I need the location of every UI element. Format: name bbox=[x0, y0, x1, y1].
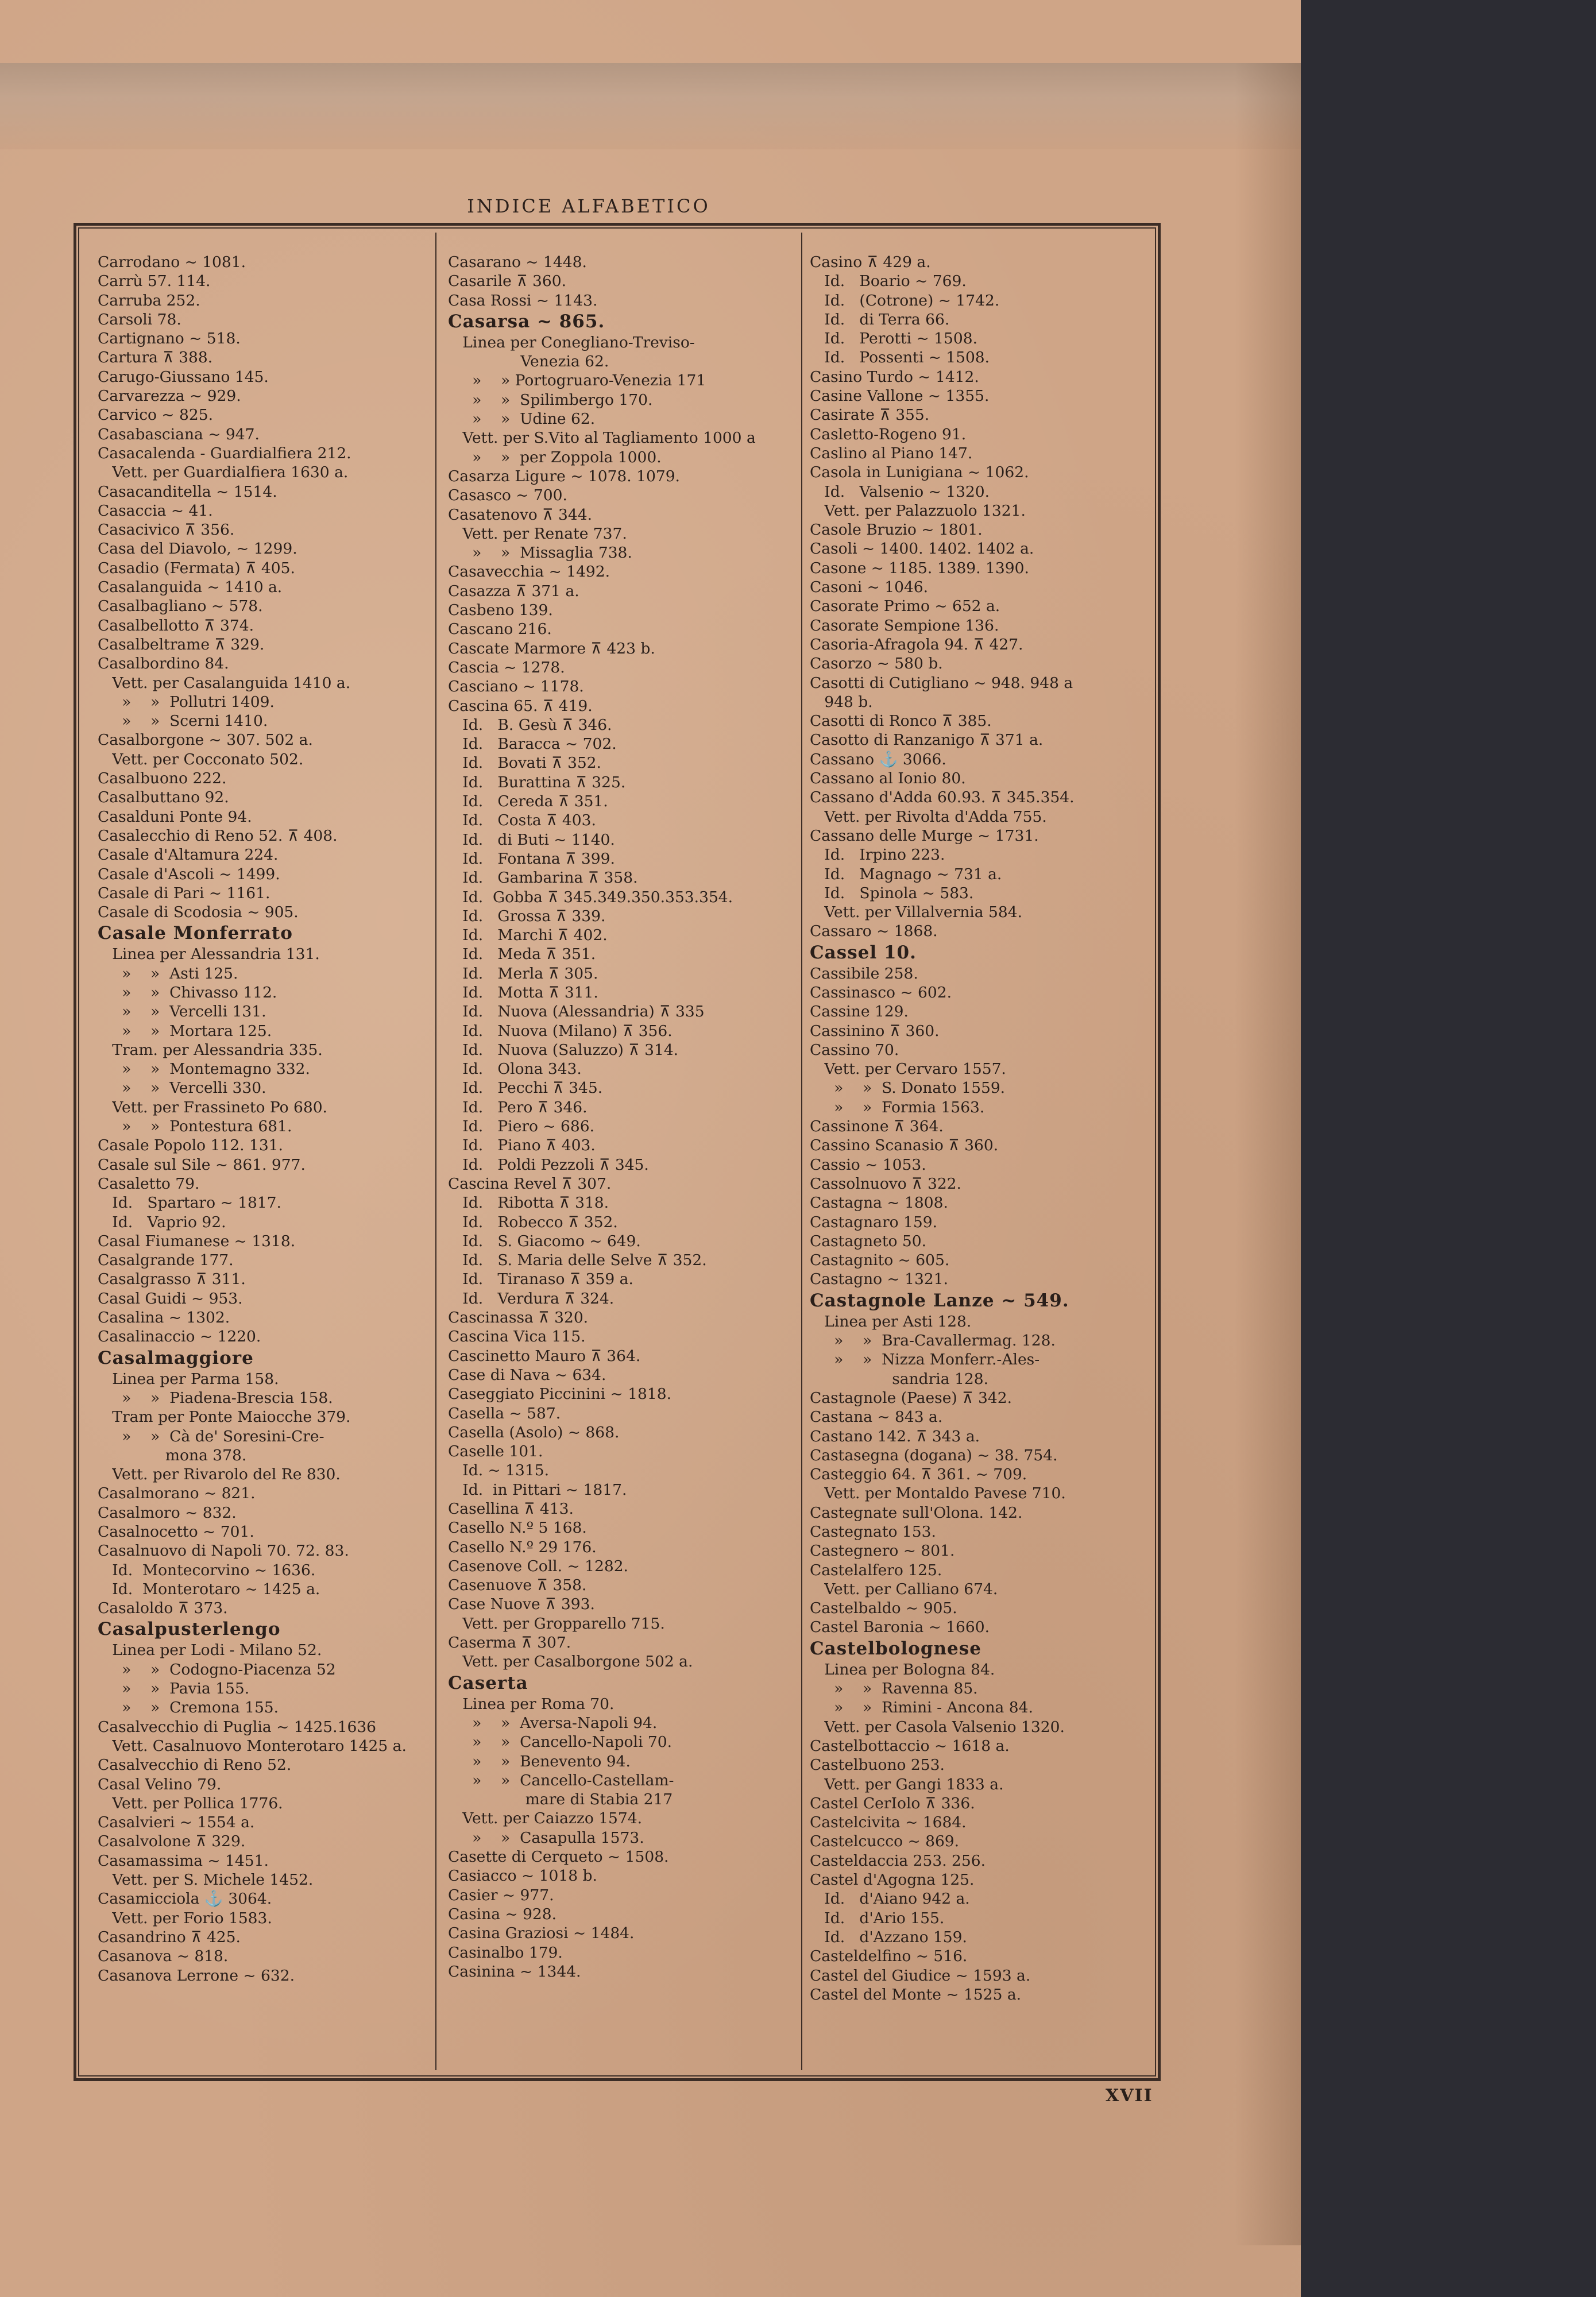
index-entry: » » Formia 1563. bbox=[810, 1098, 985, 1116]
index-entry: Casinina ~ 1344. bbox=[448, 1962, 581, 1981]
index-entry: Vett. per S.Vito al Tagliamento 1000 a bbox=[448, 429, 756, 447]
index-entry: Casoria-Afragola 94. ⊼ 427. bbox=[810, 635, 1023, 653]
page-header: INDICE ALFABETICO bbox=[467, 195, 710, 217]
page-number: XVII bbox=[1106, 2086, 1153, 2106]
index-entry: Casanova ~ 818. bbox=[98, 1947, 229, 1966]
index-entry: Casalanguida ~ 1410 a. bbox=[98, 578, 283, 597]
index-entry: Id. d'Aiano 942 a. bbox=[810, 1890, 970, 1908]
index-entry: Id. Fontana ⊼ 399. bbox=[448, 849, 615, 868]
index-entry: » » Pavia 155. bbox=[98, 1680, 250, 1698]
index-entry: Vett. per Villalvernia 584. bbox=[810, 903, 1023, 922]
index-entry: Casina ~ 928. bbox=[448, 1905, 557, 1923]
index-entry: Id. Tiranaso ⊼ 359 a. bbox=[448, 1270, 633, 1289]
index-entry: Cassaro ~ 1868. bbox=[810, 922, 938, 941]
index-entry: Casalbeltrame ⊼ 329. bbox=[98, 635, 265, 653]
index-entry: Casellina ⊼ 413. bbox=[448, 1500, 574, 1518]
index-entry: Castegnato 153. bbox=[810, 1523, 936, 1541]
index-entry: Cascina Vica 115. bbox=[448, 1328, 586, 1346]
index-entry: Cassano delle Murge ~ 1731. bbox=[810, 826, 1039, 845]
index-entry: » » Aversa-Napoli 94. bbox=[448, 1714, 658, 1732]
index-entry: Case di Nava ~ 634. bbox=[448, 1366, 606, 1384]
index-entry: Casino ⊼ 429 a. bbox=[810, 253, 931, 271]
index-entry: Id. d'Ario 155. bbox=[810, 1909, 945, 1927]
index-entry: Castagna ~ 1808. bbox=[810, 1194, 948, 1212]
index-entry: Id. S. Maria delle Selve ⊼ 352. bbox=[448, 1251, 707, 1270]
index-entry: Id. Pero ⊼ 346. bbox=[448, 1098, 588, 1116]
index-heading: Cassel 10. bbox=[810, 942, 917, 963]
index-entry: » » per Zoppola 1000. bbox=[448, 448, 662, 466]
index-entry: Casale Popolo 112. 131. bbox=[98, 1136, 283, 1155]
index-heading: Casarsa ~ 865. bbox=[448, 311, 605, 332]
index-entry: Casiacco ~ 1018 b. bbox=[448, 1867, 597, 1885]
index-entry: Cassano al Ionio 80. bbox=[810, 769, 966, 788]
index-entry: Caselle 101. bbox=[448, 1443, 543, 1461]
index-entry: Casello N.º 5 168. bbox=[448, 1519, 587, 1537]
index-entry: Castel del Monte ~ 1525 a. bbox=[810, 1985, 1022, 2004]
index-entry: Cartignano ~ 518. bbox=[98, 330, 241, 348]
index-entry: Linea per Roma 70. bbox=[448, 1695, 615, 1713]
index-entry: Castelbaldo ~ 905. bbox=[810, 1599, 957, 1618]
index-entry: Castel d'Agogna 125. bbox=[810, 1871, 975, 1889]
index-entry: Id. Burattina ⊼ 325. bbox=[448, 773, 626, 791]
index-entry: » » Vercelli 131. bbox=[98, 1003, 266, 1021]
index-entry: » » Cancello-Castellam- bbox=[448, 1771, 674, 1789]
index-entry: Cassino 70. bbox=[810, 1041, 899, 1059]
index-entry: Casalbuttano 92. bbox=[98, 788, 229, 807]
index-entry: Id. Olona 343. bbox=[448, 1060, 582, 1078]
index-entry: Cassio ~ 1053. bbox=[810, 1155, 926, 1174]
index-entry: mare di Stabia 217 bbox=[448, 1791, 673, 1809]
index-entry: Linea per Asti 128. bbox=[810, 1312, 972, 1331]
index-entry: Id. S. Giacomo ~ 649. bbox=[448, 1232, 641, 1250]
index-entry: Cascina 65. ⊼ 419. bbox=[448, 697, 593, 715]
index-entry: Casaccia ~ 41. bbox=[98, 501, 213, 520]
index-entry: » » Cancello-Napoli 70. bbox=[448, 1733, 673, 1751]
index-entry: Casone ~ 1185. 1389. 1390. bbox=[810, 559, 1029, 577]
index-entry: Id. Robecco ⊼ 352. bbox=[448, 1213, 618, 1231]
index-entry: Carvico ~ 825. bbox=[98, 406, 214, 424]
index-entry: Cassano d'Adda 60.93. ⊼ 345.354. bbox=[810, 788, 1075, 807]
index-entry: Casalmoro ~ 832. bbox=[98, 1503, 237, 1522]
index-entry: Casello N.º 29 176. bbox=[448, 1538, 597, 1556]
index-entry: Vett. per Palazzuolo 1321. bbox=[810, 501, 1026, 520]
index-entry: Casette di Cerqueto ~ 1508. bbox=[448, 1848, 669, 1866]
index-entry: » » Montemagno 332. bbox=[98, 1060, 310, 1078]
index-entry: Castegnero ~ 801. bbox=[810, 1542, 955, 1560]
index-entry: Id. Spartaro ~ 1817. bbox=[98, 1194, 281, 1212]
index-entry: Id. Valsenio ~ 1320. bbox=[810, 482, 990, 501]
index-entry: Linea per Conegliano-Treviso- bbox=[448, 333, 695, 351]
index-entry: Casinalbo 179. bbox=[448, 1943, 563, 1962]
index-entry: Vett. per Renate 737. bbox=[448, 524, 627, 543]
index-column-2 bbox=[448, 253, 804, 2067]
index-entry: Cassano ⚓ 3066. bbox=[810, 750, 946, 768]
index-entry: Casalnuovo di Napoli 70. 72. 83. bbox=[98, 1542, 349, 1560]
index-entry: Castel CerIolo ⊼ 336. bbox=[810, 1794, 975, 1812]
index-entry: Casalduni Ponte 94. bbox=[98, 807, 252, 826]
index-entry: Linea per Alessandria 131. bbox=[98, 945, 320, 964]
index-entry: Cassine 129. bbox=[810, 1003, 909, 1021]
index-entry: Castagnole (Paese) ⊼ 342. bbox=[810, 1389, 1013, 1407]
index-entry: Id. Monterotaro ~ 1425 a. bbox=[98, 1580, 320, 1598]
index-entry: Carugo-Giussano 145. bbox=[98, 368, 269, 386]
index-entry: » » Bra-Cavallermag. 128. bbox=[810, 1332, 1056, 1350]
index-entry: Cassino Scanasio ⊼ 360. bbox=[810, 1136, 999, 1155]
index-entry: Casteldelfino ~ 516. bbox=[810, 1947, 968, 1966]
index-entry: » » Portogruaro-Venezia 171 bbox=[448, 372, 706, 390]
index-entry: » » Casapulla 1573. bbox=[448, 1828, 644, 1847]
index-entry: Casletto-Rogeno 91. bbox=[810, 425, 967, 443]
index-entry: Cascia ~ 1278. bbox=[448, 658, 565, 676]
index-entry: Casirate ⊼ 355. bbox=[810, 406, 930, 424]
index-entry: Casasco ~ 700. bbox=[448, 486, 567, 505]
index-entry: Casorate Sempione 136. bbox=[810, 616, 999, 635]
index-entry: Vett. per Casola Valsenio 1320. bbox=[810, 1718, 1065, 1736]
index-entry: Vett. per Cocconato 502. bbox=[98, 750, 304, 768]
index-entry: Castelbuono 253. bbox=[810, 1756, 945, 1774]
index-entry: Casalnocetto ~ 701. bbox=[98, 1523, 254, 1541]
index-entry: Id. Spinola ~ 583. bbox=[810, 884, 974, 902]
index-entry: Id. di Buti ~ 1140. bbox=[448, 830, 615, 849]
index-entry: Casteldaccia 253. 256. bbox=[810, 1851, 986, 1870]
index-entry: Id. Vaprio 92. bbox=[98, 1213, 226, 1231]
index-entry: Casanova Lerrone ~ 632. bbox=[98, 1966, 295, 1985]
index-entry: Id. B. Gesù ⊼ 346. bbox=[448, 716, 612, 734]
index-entry: Casacivico ⊼ 356. bbox=[98, 521, 235, 539]
index-entry: Id. Merla ⊼ 305. bbox=[448, 964, 598, 983]
index-entry: Vett. per Gropparello 715. bbox=[448, 1614, 665, 1633]
index-entry: Castegnate sull'Olona. 142. bbox=[810, 1503, 1023, 1522]
index-entry: Vett. per Caiazzo 1574. bbox=[448, 1809, 643, 1828]
index-entry: Id. Verdura ⊼ 324. bbox=[448, 1289, 615, 1308]
index-entry: Casale sul Sile ~ 861. 977. bbox=[98, 1155, 306, 1174]
index-entry: Casciano ~ 1178. bbox=[448, 678, 584, 696]
index-entry: » » Ravenna 85. bbox=[810, 1680, 978, 1698]
index-entry: Casalmorano ~ 821. bbox=[98, 1484, 256, 1503]
index-entry: Casella ~ 587. bbox=[448, 1404, 561, 1422]
index-entry: » » Mortara 125. bbox=[98, 1022, 272, 1040]
index-entry: Id. Boario ~ 769. bbox=[810, 272, 967, 291]
index-entry: Castano 142. ⊼ 343 a. bbox=[810, 1427, 980, 1445]
index-entry: Id. Cereda ⊼ 351. bbox=[448, 792, 608, 811]
index-entry: Vett. Casalnuovo Monterotaro 1425 a. bbox=[98, 1737, 407, 1755]
index-entry: Casadio (Fermata) ⊼ 405. bbox=[98, 559, 295, 577]
index-entry: Casenove Coll. ~ 1282. bbox=[448, 1557, 628, 1575]
index-entry: » » Missaglia 738. bbox=[448, 544, 632, 562]
index-entry: 948 b. bbox=[810, 693, 873, 711]
index-entry: Linea per Parma 158. bbox=[98, 1370, 279, 1388]
index-entry: Id. Nuova (Milano) ⊼ 356. bbox=[448, 1022, 673, 1040]
index-entry: Casier ~ 977. bbox=[448, 1886, 554, 1904]
index-entry: Cassinino ⊼ 360. bbox=[810, 1022, 940, 1040]
index-heading: Casale Monferrato bbox=[98, 923, 293, 944]
index-entry: Casalbagliano ~ 578. bbox=[98, 597, 263, 616]
index-entry: » » Asti 125. bbox=[98, 964, 238, 983]
index-entry: » » Vercelli 330. bbox=[98, 1079, 266, 1097]
index-entry: Venezia 62. bbox=[448, 353, 609, 371]
index-entry: Id. Ribotta ⊼ 318. bbox=[448, 1194, 609, 1212]
index-entry: Id. di Terra 66. bbox=[810, 310, 950, 328]
index-entry: Vett. per S. Michele 1452. bbox=[98, 1871, 314, 1889]
index-heading: Caserta bbox=[448, 1672, 528, 1693]
index-heading: Castelbolognese bbox=[810, 1638, 981, 1659]
index-entry: Casorzo ~ 580 b. bbox=[810, 655, 943, 673]
index-heading: Castagnole Lanze ~ 549. bbox=[810, 1290, 1069, 1311]
index-entry: Castel Baronia ~ 1660. bbox=[810, 1618, 990, 1637]
index-entry: Casale di Pari ~ 1161. bbox=[98, 884, 270, 902]
index-entry: Casenuove ⊼ 358. bbox=[448, 1576, 587, 1595]
index-entry: Casalvecchio di Puglia ~ 1425.1636 bbox=[98, 1718, 377, 1736]
index-entry: Id. (Cotrone) ~ 1742. bbox=[810, 291, 1000, 310]
index-entry: Id. Baracca ~ 702. bbox=[448, 735, 617, 753]
index-entry: Carvarezza ~ 929. bbox=[98, 387, 241, 405]
index-entry: Cassinone ⊼ 364. bbox=[810, 1117, 944, 1136]
index-entry: Casotti di Cutigliano ~ 948. 948 a bbox=[810, 674, 1073, 692]
index-entry: Casalbellotto ⊼ 374. bbox=[98, 616, 254, 635]
index-entry: Carrù 57. 114. bbox=[98, 272, 211, 291]
index-entry: » » Chivasso 112. bbox=[98, 983, 277, 1001]
index-entry: Casarile ⊼ 360. bbox=[448, 272, 567, 291]
index-entry: » » Pollutri 1409. bbox=[98, 693, 275, 711]
index-entry: Casalinaccio ~ 1220. bbox=[98, 1328, 261, 1346]
index-entry: Vett. per Frassineto Po 680. bbox=[98, 1098, 327, 1116]
index-entry: » » S. Donato 1559. bbox=[810, 1079, 1006, 1097]
index-entry: Castagno ~ 1321. bbox=[810, 1270, 949, 1289]
index-entry: Cartura ⊼ 388. bbox=[98, 349, 213, 367]
index-entry: Vett. per Guardialfiera 1630 a. bbox=[98, 463, 349, 482]
index-entry: Carrodano ~ 1081. bbox=[98, 253, 246, 271]
index-entry: Cassinasco ~ 602. bbox=[810, 983, 952, 1001]
index-entry: Casotti di Ronco ⊼ 385. bbox=[810, 712, 992, 730]
index-entry: Casamassima ~ 1451. bbox=[98, 1851, 269, 1870]
page-edge bbox=[0, 63, 1301, 149]
index-entry: » » Cremona 155. bbox=[98, 1699, 279, 1717]
index-entry: Castagnaro 159. bbox=[810, 1213, 938, 1231]
index-heading: Casalmaggiore bbox=[98, 1347, 254, 1368]
index-entry: Id. Piero ~ 686. bbox=[448, 1117, 595, 1136]
index-entry: Casatenovo ⊼ 344. bbox=[448, 505, 592, 524]
index-entry: Casbeno 139. bbox=[448, 601, 553, 620]
index-entry: Vett. per Pollica 1776. bbox=[98, 1794, 283, 1812]
index-entry: Caserma ⊼ 307. bbox=[448, 1634, 571, 1652]
index-entry: Casaloldo ⊼ 373. bbox=[98, 1599, 228, 1618]
index-entry: Casal Guidi ~ 953. bbox=[98, 1289, 243, 1308]
index-entry: Cascano 216. bbox=[448, 620, 552, 639]
index-entry: Castelcucco ~ 869. bbox=[810, 1832, 960, 1851]
index-entry: » » Cà de' Soresini-Cre- bbox=[98, 1427, 324, 1445]
index-entry: Casabasciana ~ 947. bbox=[98, 425, 260, 443]
index-entry: Id. Meda ⊼ 351. bbox=[448, 945, 596, 964]
index-entry: Casalbordino 84. bbox=[98, 655, 229, 673]
index-entry: Vett. per Casalborgone 502 a. bbox=[448, 1653, 693, 1671]
index-entry: Id. Possenti ~ 1508. bbox=[810, 349, 990, 367]
index-entry: Cascinetto Mauro ⊼ 364. bbox=[448, 1347, 641, 1365]
index-entry: Id. Bovati ⊼ 352. bbox=[448, 754, 601, 772]
index-entry: Casaletto 79. bbox=[98, 1174, 200, 1193]
index-entry: Id. d'Azzano 159. bbox=[810, 1928, 967, 1946]
index-entry: Casavecchia ~ 1492. bbox=[448, 563, 610, 581]
index-entry: Casola in Lunigiana ~ 1062. bbox=[810, 463, 1029, 482]
index-entry: Id. Irpino 223. bbox=[810, 846, 945, 864]
index-entry: Casal Fiumanese ~ 1318. bbox=[98, 1232, 296, 1250]
index-entry: Id. Montecorvino ~ 1636. bbox=[98, 1561, 316, 1579]
index-entry: Casorate Primo ~ 652 a. bbox=[810, 597, 1000, 616]
index-entry: Id. Nuova (Saluzzo) ⊼ 314. bbox=[448, 1041, 679, 1059]
index-entry: Cascina Revel ⊼ 307. bbox=[448, 1174, 612, 1193]
index-entry: Casalvieri ~ 1554 a. bbox=[98, 1813, 255, 1832]
index-entry: Caseggiato Piccinini ~ 1818. bbox=[448, 1385, 672, 1403]
index-entry: Linea per Bologna 84. bbox=[810, 1660, 995, 1679]
index-entry: Id. Perotti ~ 1508. bbox=[810, 330, 978, 348]
index-entry: Castasegna (dogana) ~ 38. 754. bbox=[810, 1446, 1058, 1464]
index-entry: Casazza ⊼ 371 a. bbox=[448, 582, 579, 600]
index-entry: Id. Costa ⊼ 403. bbox=[448, 811, 596, 830]
index-entry: Case Nuove ⊼ 393. bbox=[448, 1595, 595, 1614]
index-entry: Casine Vallone ~ 1355. bbox=[810, 387, 990, 405]
column-separator bbox=[435, 233, 436, 2070]
index-entry: Casalbuono 222. bbox=[98, 769, 227, 788]
index-entry: Castagneto 50. bbox=[810, 1232, 927, 1250]
index-entry: Caslino al Piano 147. bbox=[810, 444, 973, 462]
index-entry: Tram per Ponte Maiocche 379. bbox=[98, 1408, 351, 1426]
index-column-3 bbox=[810, 253, 1154, 2067]
index-entry: sandria 128. bbox=[810, 1370, 988, 1388]
index-entry: Cascinassa ⊼ 320. bbox=[448, 1309, 589, 1327]
index-entry: Casamicciola ⚓ 3064. bbox=[98, 1890, 272, 1908]
index-entry: » » Spilimbergo 170. bbox=[448, 390, 653, 409]
index-entry: Vett. per Rivarolo del Re 830. bbox=[98, 1465, 341, 1484]
index-entry: » » Pontestura 681. bbox=[98, 1117, 292, 1136]
index-entry: mona 378. bbox=[98, 1446, 247, 1464]
index-entry: Casalecchio di Reno 52. ⊼ 408. bbox=[98, 826, 338, 845]
index-entry: Casarano ~ 1448. bbox=[448, 253, 587, 271]
index-entry: Id. ~ 1315. bbox=[448, 1461, 550, 1480]
index-entry: Vett. per Forio 1583. bbox=[98, 1909, 272, 1927]
index-entry: Carruba 252. bbox=[98, 291, 200, 310]
index-entry: Casalvolone ⊼ 329. bbox=[98, 1832, 246, 1851]
index-entry: Id. Motta ⊼ 311. bbox=[448, 983, 598, 1001]
index-entry: Id. Poldi Pezzoli ⊼ 345. bbox=[448, 1155, 649, 1174]
index-heading: Casalpusterlengo bbox=[98, 1619, 281, 1640]
index-entry: Id. Gambarina ⊼ 358. bbox=[448, 869, 638, 887]
index-entry: Casole Bruzio ~ 1801. bbox=[810, 521, 983, 539]
index-entry: Castel del Giudice ~ 1593 a. bbox=[810, 1966, 1031, 1985]
index-entry: Castelbottaccio ~ 1618 a. bbox=[810, 1737, 1010, 1755]
index-entry: Id. Magnago ~ 731 a. bbox=[810, 865, 1002, 883]
index-entry: Casalborgone ~ 307. 502 a. bbox=[98, 731, 313, 749]
index-entry: Casino Turdo ~ 1412. bbox=[810, 368, 979, 386]
index-entry: Casale d'Ascoli ~ 1499. bbox=[98, 865, 280, 883]
page-edge-shadow bbox=[1235, 63, 1301, 2245]
index-entry: » » Benevento 94. bbox=[448, 1752, 631, 1770]
index-entry: Casandrino ⊼ 425. bbox=[98, 1928, 241, 1946]
index-entry: Casalvecchio di Reno 52. bbox=[98, 1756, 292, 1774]
index-entry: Castelcivita ~ 1684. bbox=[810, 1813, 967, 1832]
index-entry: Casale di Scodosia ~ 905. bbox=[98, 903, 299, 922]
index-entry: Vett. per Gangi 1833 a. bbox=[810, 1775, 1004, 1793]
index-entry: Casella (Asolo) ~ 868. bbox=[448, 1423, 620, 1441]
index-entry: Vett. per Calliano 674. bbox=[810, 1580, 998, 1598]
index-entry: Casa del Diavolo, ~ 1299. bbox=[98, 540, 297, 558]
index-entry: Cassibile 258. bbox=[810, 964, 918, 983]
index-entry: Vett. per Casalanguida 1410 a. bbox=[98, 674, 351, 692]
index-entry: Casa Rossi ~ 1143. bbox=[448, 291, 598, 310]
index-entry: Casalgrande 177. bbox=[98, 1251, 234, 1270]
index-entry: Id. Piano ⊼ 403. bbox=[448, 1136, 596, 1155]
index-entry: » » Nizza Monferr.-Ales- bbox=[810, 1351, 1040, 1369]
index-entry: Castelalfero 125. bbox=[810, 1561, 942, 1579]
index-entry: Id. Nuova (Alessandria) ⊼ 335 bbox=[448, 1003, 705, 1021]
index-entry: Id. Pecchi ⊼ 345. bbox=[448, 1079, 603, 1097]
index-entry: Casoli ~ 1400. 1402. 1402 a. bbox=[810, 540, 1034, 558]
index-entry: » » Piadena-Brescia 158. bbox=[98, 1389, 333, 1407]
index-entry: Casacanditella ~ 1514. bbox=[98, 482, 277, 501]
index-entry: Castagnito ~ 605. bbox=[810, 1251, 950, 1270]
index-entry: Cassolnuovo ⊼ 322. bbox=[810, 1174, 961, 1193]
index-entry: Tram. per Alessandria 335. bbox=[98, 1041, 323, 1059]
index-entry: Id. in Pittari ~ 1817. bbox=[448, 1480, 627, 1499]
index-entry: » » Rimini - Ancona 84. bbox=[810, 1699, 1033, 1717]
index-entry: Casarza Ligure ~ 1078. 1079. bbox=[448, 467, 680, 485]
index-entry: Carsoli 78. bbox=[98, 310, 181, 328]
index-entry: Id. Marchi ⊼ 402. bbox=[448, 926, 608, 945]
index-entry: Casina Graziosi ~ 1484. bbox=[448, 1924, 635, 1943]
index-entry: Casteggio 64. ⊼ 361. ~ 709. bbox=[810, 1465, 1027, 1484]
index-entry: Casalgrasso ⊼ 311. bbox=[98, 1270, 246, 1289]
index-entry: Vett. per Cervaro 1557. bbox=[810, 1060, 1006, 1078]
index-column-1 bbox=[98, 253, 431, 2067]
index-entry: Casacalenda - Guardialfiera 212. bbox=[98, 444, 351, 462]
index-entry: Linea per Lodi - Milano 52. bbox=[98, 1641, 322, 1660]
index-entry: Vett. per Rivolta d'Adda 755. bbox=[810, 807, 1047, 826]
index-entry: Casale d'Altamura 224. bbox=[98, 846, 279, 864]
index-entry: Casoni ~ 1046. bbox=[810, 578, 929, 597]
index-entry: » » Scerni 1410. bbox=[98, 712, 268, 730]
index-entry: Vett. per Montaldo Pavese 710. bbox=[810, 1484, 1066, 1503]
index-entry: Cascate Marmore ⊼ 423 b. bbox=[448, 639, 655, 658]
index-entry: Id. Gobba ⊼ 345.349.350.353.354. bbox=[448, 888, 733, 906]
index-entry: Castana ~ 843 a. bbox=[810, 1408, 943, 1426]
index-entry: Casotto di Ranzanigo ⊼ 371 a. bbox=[810, 731, 1044, 749]
index-entry: Casal Velino 79. bbox=[98, 1775, 222, 1793]
index-entry: Casalina ~ 1302. bbox=[98, 1309, 230, 1327]
index-entry: » » Codogno-Piacenza 52 bbox=[98, 1660, 336, 1679]
index-entry: » » Udine 62. bbox=[448, 410, 596, 428]
index-entry: Id. Grossa ⊼ 339. bbox=[448, 907, 606, 925]
